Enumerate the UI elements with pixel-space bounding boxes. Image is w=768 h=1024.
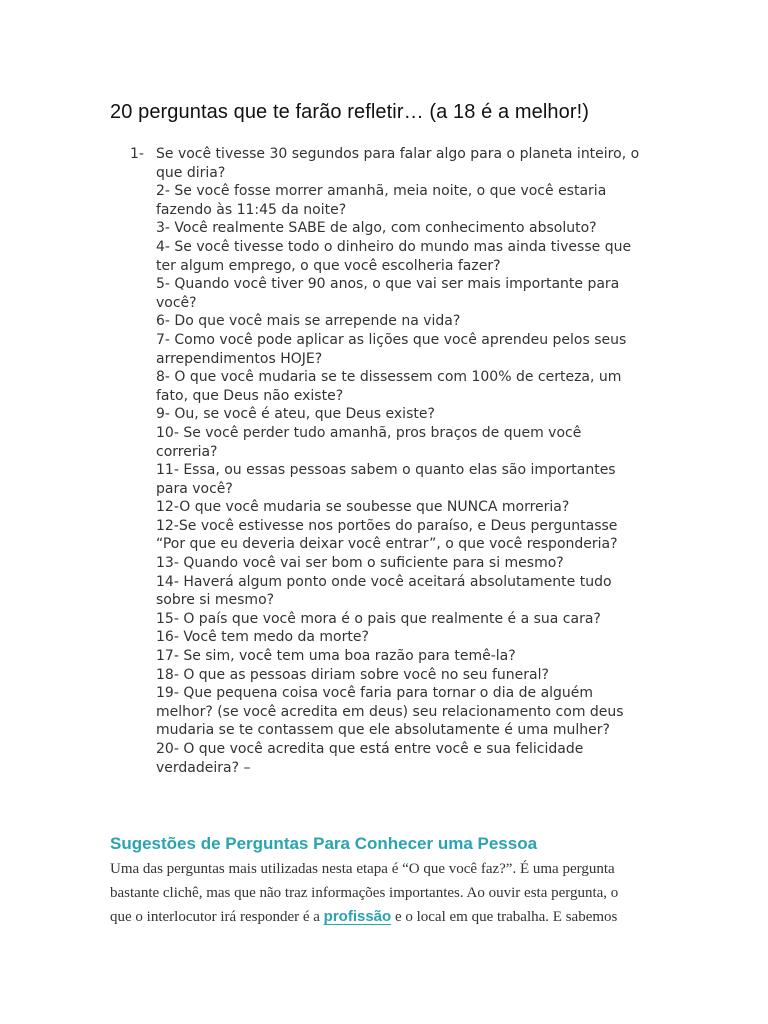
question-line: 18- O que as pessoas diriam sobre você no seu funeral? [156, 666, 549, 683]
question-line: 3- Você realmente SABE de algo, com conhecimento absoluto? [156, 220, 597, 237]
question-line: 20- O que você acredita que está entre você e sua felicidade [156, 741, 584, 757]
profissao-link[interactable]: profissão [323, 908, 392, 925]
section-heading: Sugestões de Perguntas Para Conhecer uma Pessoa [110, 834, 538, 853]
question-line: melhor? (se você acredita em deus) seu relacionamento com deus [156, 703, 624, 720]
question-line: que diria? [156, 164, 226, 181]
question-line: 6- Do que você mais se arrepende na vida? [156, 313, 461, 330]
question-line: 10- Se você perder tudo amanhã, pros braços de quem você [156, 424, 582, 441]
question-line: fato, que Deus não existe? [156, 387, 344, 404]
question-line: 17- Se sim, você tem uma boa razão para temê-la? [156, 648, 516, 665]
question-line: para você? [156, 480, 233, 497]
question-line: ter algum emprego, o que você escolheria fazer? [156, 257, 501, 274]
question-line: 9- Ou, se você é ateu, que Deus existe? [156, 406, 435, 423]
question-line: fazendo às 11:45 da noite? [156, 201, 347, 218]
question-line: 15- O país que você mora é o pais que realmente é a sua cara? [156, 610, 601, 627]
question-line: 12-Se você estivesse nos portões do paraíso, e Deus perguntasse [156, 517, 618, 534]
question-line: Se você tivesse 30 segundos para falar algo para o planeta inteiro, o [156, 146, 640, 162]
question-line: “Por que eu deveria deixar você entrar”, o que você responderia? [156, 536, 618, 553]
paragraph-text: e o local em que trabalha. E sabemos [391, 909, 618, 925]
question-line: 13- Quando você vai ser bom o suficiente para si mesmo? [156, 555, 564, 572]
question-line: arrependimentos HOJE? [156, 350, 323, 367]
questions-text [156, 145, 670, 777]
page-title: 20 perguntas que te farão refletir… (a 18 é a melhor!) [110, 101, 589, 123]
question-line: verdadeira? – [156, 759, 251, 776]
question-line: 14- Haverá algum ponto onde você aceitará absolutamente tudo [156, 573, 612, 590]
question-line: 8- O que você mudaria se te dissessem com 100% de certeza, um [156, 369, 622, 386]
question-line: 4- Se você tivesse todo o dinheiro do mundo mas ainda tivesse que [156, 238, 632, 255]
question-line: mudaria se te contassem que ele absolutamente é uma mulher? [156, 722, 610, 739]
list-number: 1- [130, 146, 144, 162]
paragraph-line: Uma das perguntas mais utilizadas nesta etapa é “O que você faz?”. É uma pergunta [110, 861, 615, 877]
question-line: 7- Como você pode aplicar as lições que você aprendeu pelos seus [156, 331, 627, 348]
question-line: correria? [156, 443, 218, 460]
questions-list [130, 145, 670, 777]
paragraph-line [110, 905, 650, 930]
question-line: 12-O que você mudaria se soubesse que NUNCA morreria? [156, 499, 570, 516]
question-line: 5- Quando você tiver 90 anos, o que vai ser mais importante para [156, 276, 620, 293]
question-line: você? [156, 294, 197, 311]
question-line: 11- Essa, ou essas pessoas sabem o quanto elas são importantes [156, 462, 616, 479]
paragraph-line: bastante clichê, mas que não traz informações importantes. Ao ouvir esta pergunta, o [110, 884, 619, 901]
question-line: 2- Se você fosse morrer amanhã, meia noite, o que você estaria [156, 183, 607, 200]
question-line: sobre si mesmo? [156, 592, 275, 609]
question-line: 19- Que pequena coisa você faria para tornar o dia de alguém [156, 685, 594, 702]
question-line: 16- Você tem medo da morte? [156, 629, 369, 646]
paragraph-text: que o interlocutor irá responder é a [110, 909, 324, 925]
intro-paragraph [110, 858, 650, 930]
